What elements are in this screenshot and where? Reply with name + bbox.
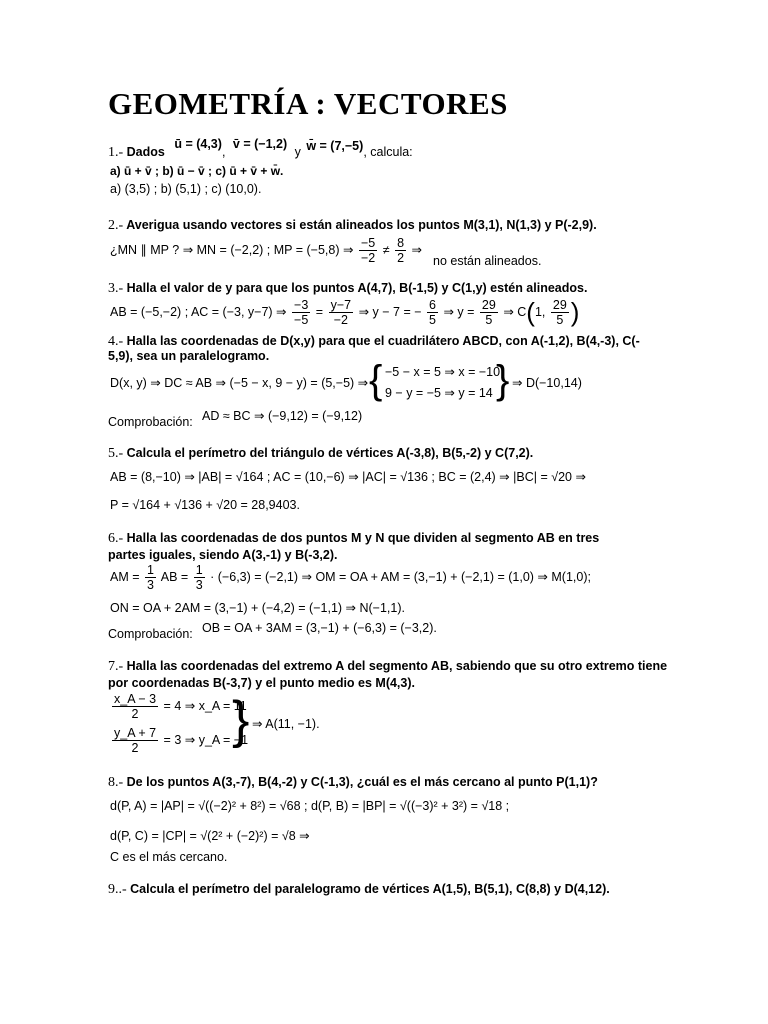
problem-1-number: 1.- xyxy=(108,145,124,160)
paren-close: ) xyxy=(570,297,580,327)
problem-3-statement xyxy=(108,281,587,297)
vector-u: ū = (4,3) xyxy=(174,137,222,151)
denominator: 2 xyxy=(131,741,139,755)
not-equal: ≠ xyxy=(382,242,390,257)
problem-1-subparts: a) ū + v̄ ; b) ū − v̄ ; c) ū + v̄ + w̄. xyxy=(110,164,284,178)
problem-6-check: OB = OA + 3AM = (3,−1) + (−6,3) = (−3,2). xyxy=(202,621,437,635)
problem-5-number: 5.- xyxy=(108,446,124,461)
check-label: Comprobación: xyxy=(108,415,193,429)
problem-3-seg: AB = (−5,−2) ; AC = (−3, y−7) ⇒ xyxy=(110,304,287,319)
calcula-label: , calcula: xyxy=(363,145,413,159)
problem-3-text: Halla el valor de y para que los puntos A(4,7), B(-1,5) y C(1,y) estén alineados. xyxy=(126,281,588,295)
problem-5-text: Calcula el perímetro del triángulo de vértices A(-3,8), B(5,-2) y C(7,2). xyxy=(126,446,534,460)
problem-2-statement xyxy=(108,218,597,234)
fraction xyxy=(194,563,205,592)
problem-4-number: 4.- xyxy=(108,334,124,349)
problem-8-statement xyxy=(108,775,598,791)
comma: , xyxy=(221,145,226,159)
fraction xyxy=(145,563,156,592)
problem-7-eq2 xyxy=(110,726,248,755)
problem-7-eq1 xyxy=(110,692,247,721)
problem-9-number: 9..- xyxy=(108,882,127,897)
conjunction-y: y xyxy=(294,145,301,159)
problem-2-text: Averigua usando vectores si están alineados los puntos M(3,1), N(1,3) y P(-2,9). xyxy=(126,218,597,232)
brace-close: } xyxy=(232,691,250,749)
problem-8-line3: C es el más cercano. xyxy=(110,850,228,864)
problem-6-text: Halla las coordenadas de dos puntos M y N que dividen al segmento AB en tres partes iguales, siendo A(3,-1) y B(-3,2). xyxy=(108,531,600,562)
paren-open: ( xyxy=(526,297,535,327)
problem-2-solution xyxy=(110,236,422,265)
problem-2-number: 2.- xyxy=(108,218,124,233)
problem-4-check: AD ≈ BC ⇒ (−9,12) = (−9,12) xyxy=(202,409,363,423)
problem-1-answer: a) (3,5) ; b) (5,1) ; c) (10,0). xyxy=(110,182,262,196)
problem-3-number: 3.- xyxy=(108,281,124,296)
denominator: 5 xyxy=(556,313,564,327)
fraction xyxy=(480,298,498,327)
numerator: −5 xyxy=(360,236,376,250)
problem-9-text: Calcula el perímetro del paralelogramo de vértices A(1,5), B(5,1), C(8,8) y D(4,12). xyxy=(130,882,610,896)
numerator: y_A + 7 xyxy=(114,726,157,740)
problem-2-conclusion: no están alineados. xyxy=(433,254,542,268)
problem-4-result: ⇒ D(−10,14) xyxy=(512,376,582,390)
problem-3-seg: ⇒ y = xyxy=(443,304,475,319)
vector-v: v̄ = (−1,2) xyxy=(232,137,288,151)
denominator: 5 xyxy=(485,313,493,327)
numerator: 1 xyxy=(195,563,203,577)
denominator: 5 xyxy=(429,313,436,327)
seg: AB = xyxy=(160,569,189,584)
problem-9-statement xyxy=(108,882,610,898)
problem-1-dados: Dados xyxy=(126,145,165,159)
check-label: Comprobación: xyxy=(108,627,193,641)
brace-close: } xyxy=(496,358,510,402)
numerator: 6 xyxy=(429,298,436,312)
numerator: 29 xyxy=(481,298,496,312)
denominator: −5 xyxy=(294,313,309,327)
problem-4-text: Halla las coordenadas de D(x,y) para que el cuadrilátero ABCD, con A(-1,2), B(4,-3), C(- 5,9), sea un paralelogramo. xyxy=(108,334,640,363)
problem-7-text: Halla las coordenadas del extremo A del segmento AB, sabiendo que su otro extremo tiene por coordenadas B(-3,7) y el punto medio es M(4,3). xyxy=(108,659,668,690)
problem-3-seg: ⇒ C xyxy=(503,304,527,319)
fraction xyxy=(427,298,438,327)
problem-4-sys2: 9 − y = −5 ⇒ y = 14 xyxy=(385,386,493,400)
numerator: y−7 xyxy=(330,298,352,312)
problem-5-line2: P = √164 + √136 + √20 = 28,9403. xyxy=(110,498,300,512)
seg: AM = xyxy=(110,569,140,584)
denominator: −2 xyxy=(360,251,376,265)
problem-1-statement xyxy=(108,137,413,161)
fraction xyxy=(395,236,406,265)
problem-7-number: 7.- xyxy=(108,659,124,674)
problem-6-number: 6.- xyxy=(108,531,124,546)
denominator: 3 xyxy=(195,578,203,592)
denominator: 3 xyxy=(147,578,154,592)
problem-8-number: 8.- xyxy=(108,775,124,790)
numerator: −3 xyxy=(294,298,309,312)
numerator: 8 xyxy=(397,236,405,250)
numerator: 1 xyxy=(147,563,154,577)
vector-w: w̄ = (7,−5) xyxy=(306,139,364,153)
problem-4-sys1: −5 − x = 5 ⇒ x = −10 xyxy=(385,365,501,379)
seg: · (−6,3) = (−2,1) ⇒ OM = OA + AM = (3,−1) + (−2,1) = (1,0) ⇒ M(1,0); xyxy=(210,569,591,584)
fraction xyxy=(359,236,377,265)
fraction xyxy=(551,298,569,327)
page-title: GEOMETRÍA : VECTORES xyxy=(108,86,508,121)
problem-8-line1: d(P, A) = |AP| = √((−2)² + 8²) = √68 ; d(P, B) = |BP| = √((−3)² + 3²) = √18 ; xyxy=(110,799,510,813)
problem-7-statement xyxy=(108,658,668,691)
brace-open: { xyxy=(369,358,383,402)
problem-5-line1: AB = (8,−10) ⇒ |AB| = √164 ; AC = (10,−6) ⇒ |AC| = √136 ; BC = (2,4) ⇒ |BC| = √20 ⇒ xyxy=(110,470,586,484)
equals: = xyxy=(315,304,324,319)
fraction xyxy=(112,692,158,721)
problem-4-statement xyxy=(108,334,668,364)
denominator: −2 xyxy=(333,313,348,327)
problem-6-line1 xyxy=(110,563,591,592)
numerator: x_A − 3 xyxy=(114,692,157,706)
problem-3-solution xyxy=(110,297,579,328)
problem-4-lhs: D(x, y) ⇒ DC ≈ AB ⇒ (−5 − x, 9 − y) = (5,−5) ⇒ xyxy=(110,376,369,390)
fraction xyxy=(329,298,354,327)
denominator: 2 xyxy=(131,707,139,721)
problem-7-result: ⇒ A(11, −1). xyxy=(252,717,320,731)
numerator: 29 xyxy=(552,298,567,312)
problem-5-statement xyxy=(108,446,533,462)
problem-6-line2: ON = OA + 2AM = (3,−1) + (−4,2) = (−1,1) ⇒ N(−1,1). xyxy=(110,601,405,615)
problem-6-statement xyxy=(108,530,628,563)
problem-8-text: De los puntos A(3,-7), B(4,-2) y C(-1,3), ¿cuál es el más cercano al punto P(1,1)? xyxy=(126,775,598,789)
point-c-x: 1, xyxy=(534,304,546,319)
implies: ⇒ xyxy=(411,242,422,257)
eq-result: = 4 ⇒ x_A = 11 xyxy=(163,698,247,713)
eq-result: = 3 ⇒ y_A = −1 xyxy=(163,732,249,747)
fraction xyxy=(112,726,158,755)
fraction xyxy=(292,298,310,327)
problem-8-line2: d(P, C) = |CP| = √(2² + (−2)²) = √8 ⇒ xyxy=(110,829,310,843)
problem-3-seg: ⇒ y − 7 = − xyxy=(358,304,422,319)
problem-2-line: ¿MN ∥ MP ? ⇒ MN = (−2,2) ; MP = (−5,8) ⇒ xyxy=(110,242,354,257)
denominator: 2 xyxy=(397,251,405,265)
